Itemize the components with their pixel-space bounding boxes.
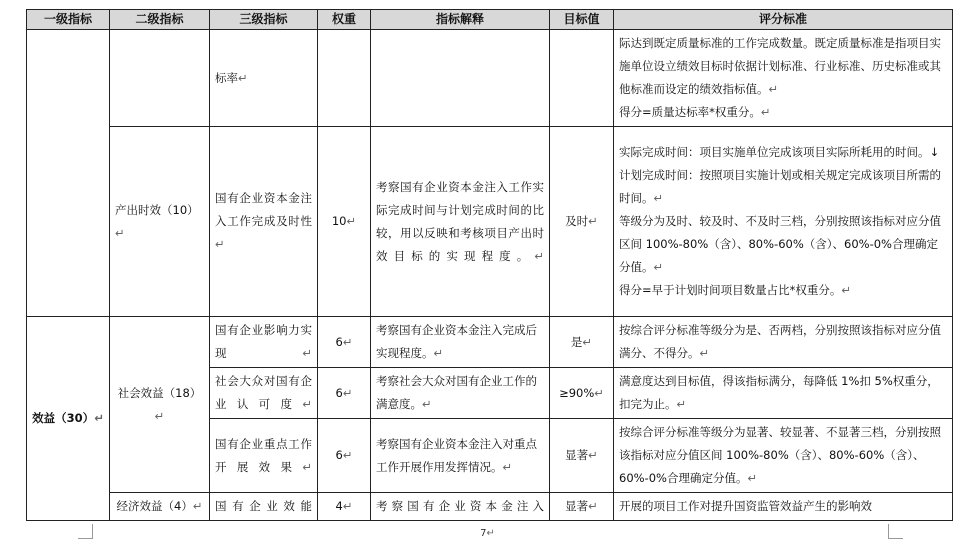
level3-cell: 国有企业资本金注入工作完成及时性↵	[210, 127, 318, 317]
table-row	[27, 127, 953, 317]
evaluation-indicator-table	[26, 9, 953, 521]
standard-cell: 按综合评分标准等级分为显著、较显著、不显著三档，分别按照该指标对应分值区间 100%-80%（含）、80%-60%（含）、60%-0%合理确定分值。↵	[614, 419, 953, 493]
explanation-cell: 考察国有企业资本金注入对重点工作开展作用发挥情况。↵	[371, 419, 550, 493]
target-cell: ≥90%↵	[550, 368, 614, 419]
table-row	[27, 493, 953, 521]
header-weight: 权重	[318, 10, 371, 30]
level3-cell: 国有企业效能	[210, 493, 318, 521]
level1-cell: 效益（30）↵	[27, 317, 110, 521]
page-number: 7↵	[480, 528, 495, 539]
weight-cell: 6↵	[318, 419, 371, 493]
weight-cell: 4↵	[318, 493, 371, 521]
explanation-cell	[371, 30, 550, 127]
header-target: 目标值	[550, 10, 614, 30]
explanation-cell: 考察社会大众对国有企业工作的满意度。↵	[371, 368, 550, 419]
standard-cell: 实际完成时间：项目实施单位完成该项目实际所耗用的时间。↓ 计划完成时间：按照项目实施计划或相关规定完成该项目所需的时间。↵ 等级分为及时、较及时、不及时三档，分别按照该指标对应分值区间 100%-80%（含）、80%-60%（含）、60%-0%合理确定分值。↵ 得分=早于计划时间项目数量占比*权重分。↵	[614, 127, 953, 317]
weight-cell: 6↵	[318, 317, 371, 368]
header-level2: 二级指标	[110, 10, 210, 30]
target-cell: 及时↵	[550, 127, 614, 317]
header-row	[27, 10, 953, 30]
standard-cell: 开展的项目工作对提升国资监管效益产生的影响效	[614, 493, 953, 521]
level2-cell: 社会效益（18）↵	[110, 317, 210, 493]
level2-cell: 产出时效（10）↵	[110, 127, 210, 317]
table-row	[27, 30, 953, 127]
target-cell: 显著↵	[550, 419, 614, 493]
level3-cell: 标率↵	[210, 30, 318, 127]
header-level1: 一级指标	[27, 10, 110, 30]
explanation-cell: 考察国有企业资本金注入	[371, 493, 550, 521]
level3-cell: 国有企业重点工作开展效果↵	[210, 419, 318, 493]
header-standard: 评分标准	[614, 10, 953, 30]
level3-cell: 社会大众对国有企业认可度↵	[210, 368, 318, 419]
weight-cell	[318, 30, 371, 127]
header-explanation: 指标解释	[371, 10, 550, 30]
level1-cell-empty	[27, 30, 110, 317]
standard-cell: 按综合评分标准等级分为是、否两档，分别按照该指标对应分值满分、不得分。↵	[614, 317, 953, 368]
target-cell: 显著↵	[550, 493, 614, 521]
header-level3: 三级指标	[210, 10, 318, 30]
standard-cell: 满意度达到目标值，得该指标满分，每降低 1%扣 5%权重分，扣完为止。↵	[614, 368, 953, 419]
explanation-cell: 考察国有企业资本金注入完成后实现程度。↵	[371, 317, 550, 368]
standard-cell: 际达到既定质量标准的工作完成数量。既定质量标准是指项目实施单位设立绩效目标时依据计划标准、行业标准、历史标准或其他标准而设定的绩效指标值。↵ 得分=质量达标率*权重分。↵	[614, 30, 953, 127]
table-row	[27, 317, 953, 368]
explanation-cell: 考察国有企业资本金注入工作实际完成时间与计划完成时间的比较，用以反映和考核项目产出时效目标的实现程度。↵	[371, 127, 550, 317]
target-cell	[550, 30, 614, 127]
target-cell: 是↵	[550, 317, 614, 368]
level2-cell: 经济效益（4）↵	[110, 493, 210, 521]
level3-cell: 国有企业影响力实现↵	[210, 317, 318, 368]
level2-cell	[110, 30, 210, 127]
weight-cell: 10↵	[318, 127, 371, 317]
weight-cell: 6↵	[318, 368, 371, 419]
